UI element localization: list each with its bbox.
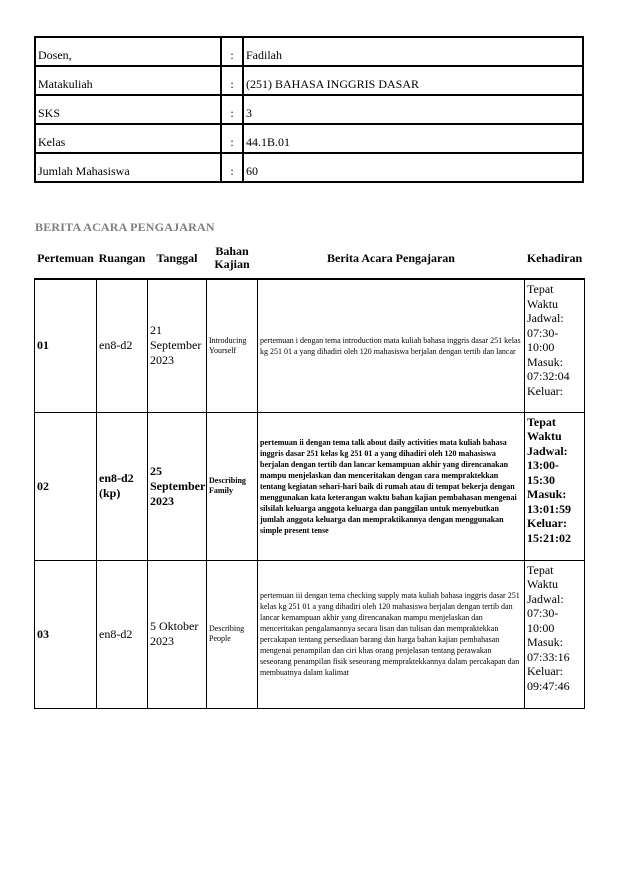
cell-berita-acara: pertemuan i dengan tema introduction mata kuliah bahasa inggris dasar 251 kelas kg 251 01 a yang dihadiri oleh 120 mahasiswa berjalan dengan tertib dan lancar bbox=[258, 279, 525, 412]
kehadiran-text: Tepat Waktu Jadwal: 07:30-10:00 Masuk: 07:32:04 Keluar: bbox=[527, 282, 570, 398]
cell-tanggal: 5 Oktober 2023 bbox=[148, 560, 207, 708]
section-title: BERITA ACARA PENGAJARAN bbox=[35, 220, 215, 234]
cell-kehadiran bbox=[525, 560, 585, 708]
info-row-dosen bbox=[35, 37, 583, 66]
info-separator: : bbox=[221, 37, 243, 66]
header-bahan-kajian: Bahan Kajian bbox=[207, 238, 258, 279]
cell-ruangan: en8-d2 bbox=[97, 279, 148, 412]
cell-berita-acara: pertemuan iii dengan tema checking supply mata kuliah bahasa inggris dasar 251 kelas kg 251 01 a yang dihadiri oleh 120 mahasiswa berjalan dengan tertib dan lancar kemampuan akhir yang direncanakan mampu menjelaskan dan menceritakan pengalamannya secara lisan dan tulisan dan mempraktekkan percakapan tentang persediaan barang dan harga bahan kajian pembahasan mengenai penampilan dan ciri khas orang penjelasan tentang perawakan seseorang penampilan fisik seseorang mempraktekkannya dalam percakapan dan membuatnya dalam kalimat bbox=[258, 560, 525, 708]
info-value: (251) BAHASA INGGRIS DASAR bbox=[243, 66, 583, 95]
header-ruangan: Ruangan bbox=[97, 238, 148, 279]
cell-tanggal: 21 September 2023 bbox=[148, 279, 207, 412]
header-tanggal: Tanggal bbox=[148, 238, 207, 279]
info-separator: : bbox=[221, 124, 243, 153]
table-header-row bbox=[35, 238, 585, 279]
info-separator: : bbox=[221, 95, 243, 124]
info-value: 44.1B.01 bbox=[243, 124, 583, 153]
cell-ruangan: en8-d2 (kp) bbox=[97, 412, 148, 560]
info-label: Dosen, bbox=[35, 37, 221, 66]
info-value: 3 bbox=[243, 95, 583, 124]
info-separator: : bbox=[221, 66, 243, 95]
cell-pertemuan: 02 bbox=[35, 412, 97, 560]
kehadiran-text: Tepat Waktu Jadwal: 07:30-10:00 Masuk: 07:33:16 Keluar: 09:47:46 bbox=[527, 562, 570, 693]
header-kehadiran: Kehadiran bbox=[525, 238, 585, 279]
info-row-matakuliah bbox=[35, 66, 583, 95]
cell-bahan-kajian: Describing Family bbox=[207, 412, 258, 560]
cell-tanggal: 25 September 2023 bbox=[148, 412, 207, 560]
cell-berita-acara: pertemuan ii dengan tema talk about daily activities mata kuliah bahasa inggris dasar 251 kelas kg 251 01 a yang dihadiri oleh 120 mahasiswa berjalan dengan tertib dan lancar kemampuan akhir yang direncanakan mampu menjelaskan dan menceritakan dengan cara mempraktekkan tentang kegiatan sehari-hari baik di rumah atau di tempat bekerja dengan menggunakan kata keterangan waktu bahan kajian pembahasan mengenai silsilah keluarga anggota keluarga dan panggilan untuk menyebutkan jumlah anggota keluarga dan mempraktikannya dengan menggunakan simple present tense bbox=[258, 412, 525, 560]
cell-bahan-kajian: Describing People bbox=[207, 560, 258, 708]
cell-bahan-kajian: Introducing Yourself bbox=[207, 279, 258, 412]
cell-pertemuan: 01 bbox=[35, 279, 97, 412]
table-row bbox=[35, 279, 585, 412]
info-label: Matakuliah bbox=[35, 66, 221, 95]
kehadiran-text: Tepat Waktu Jadwal: 13:00-15:30 Masuk: 13:01:59 Keluar: 15:21:02 bbox=[527, 414, 571, 545]
cell-kehadiran bbox=[525, 412, 585, 560]
info-label: Kelas bbox=[35, 124, 221, 153]
info-value: Fadilah bbox=[243, 37, 583, 66]
info-value: 60 bbox=[243, 153, 583, 182]
info-row-sks bbox=[35, 95, 583, 124]
cell-kehadiran bbox=[525, 279, 585, 412]
table-row bbox=[35, 560, 585, 708]
course-info-table bbox=[34, 36, 584, 183]
info-label: Jumlah Mahasiswa bbox=[35, 153, 221, 182]
info-separator: : bbox=[221, 153, 243, 182]
teaching-record-table bbox=[34, 238, 585, 709]
info-row-jumlah-mahasiswa bbox=[35, 153, 583, 182]
header-berita-acara: Berita Acara Pengajaran bbox=[258, 238, 525, 279]
cell-ruangan: en8-d2 bbox=[97, 560, 148, 708]
table-row bbox=[35, 412, 585, 560]
cell-pertemuan: 03 bbox=[35, 560, 97, 708]
header-pertemuan: Pertemuan bbox=[35, 238, 97, 279]
info-label: SKS bbox=[35, 95, 221, 124]
info-row-kelas bbox=[35, 124, 583, 153]
